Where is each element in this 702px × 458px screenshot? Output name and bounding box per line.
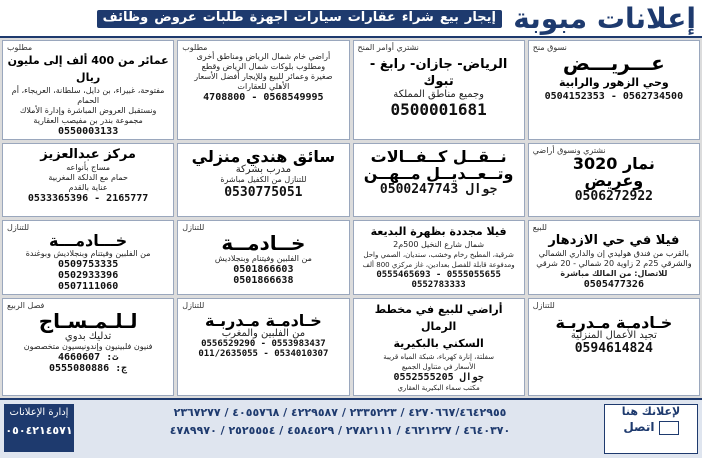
ad-headline: خـادمـة مـدربـة — [555, 313, 673, 332]
advertise-here-sub — [605, 419, 697, 435]
ad-phone: 0552555205 جوال — [393, 372, 484, 383]
ad-phone: 0556529290 - 0553983437 — [201, 339, 326, 349]
ad-line: ومطلوب بلوكات شمال الرياض وقطع — [201, 62, 326, 71]
ad-tag: مطلوب — [182, 43, 208, 52]
ad-headline: عمائر من 400 ألف إلى مليون ريال — [7, 54, 169, 84]
ad-headline: نمار 3020 — [572, 154, 655, 173]
ad-line: شمال شارع النخيل 500م2 — [393, 240, 485, 249]
ad-line: حمام مع الدلكة المغربية — [48, 173, 128, 182]
ad-card[interactable] — [2, 40, 174, 140]
ad-line: الأسعار في متناول الجميع — [401, 363, 476, 371]
ad-phone: 0502933396 — [58, 270, 119, 281]
ad-line: السكني بالبكيرية — [393, 337, 484, 350]
ad-card[interactable] — [177, 40, 349, 140]
ad-card[interactable] — [353, 298, 525, 396]
ad-card[interactable] — [177, 298, 349, 396]
ad-line: وجميع مناطق المملكة — [393, 89, 485, 100]
ad-phone: 0501866603 — [233, 264, 294, 275]
ad-tag: مطلوب — [7, 43, 33, 52]
category-strip — [97, 10, 502, 28]
ad-phone: 0550003133 — [58, 126, 119, 137]
ad-line: ونستقبل العروض المباشرة وإدارة الأملاك — [19, 106, 157, 115]
ad-phone: 0555465693 - 0555055655 — [376, 270, 501, 280]
ad-tag: نشتري أوامر المنح — [357, 43, 419, 52]
ad-card[interactable] — [353, 220, 525, 295]
category-buy[interactable]: شراء — [401, 10, 434, 25]
ad-line: بالقرب من فندق هوليدي إن والداري الشمالي — [538, 249, 689, 258]
ads-management-box — [4, 404, 74, 452]
ad-tag: للتنازل — [182, 301, 205, 310]
ad-tag: فصل الربيع — [7, 301, 45, 310]
advertise-here-title: لإعلانك هنا — [621, 405, 681, 418]
ad-line: من الفلبين والمغرب — [221, 328, 306, 339]
category-cars[interactable]: سيارات — [293, 10, 342, 25]
ad-tag: للتنازل — [532, 301, 555, 310]
ad-tag: للتنازل — [7, 223, 30, 232]
category-jobs[interactable]: وظائف — [102, 10, 149, 25]
ad-line: وعريض — [584, 171, 644, 190]
ad-headline: خــادمــة — [221, 231, 306, 255]
ad-line: من الفلبين وفيتنام وبنجلاديش وبوغندة — [25, 249, 151, 258]
ad-phone: 0507111060 — [58, 281, 119, 292]
ad-phone: 0552783333 — [411, 280, 466, 290]
ad-line: مدرب بشركة — [235, 164, 292, 175]
ad-phone: ت: 4660607 — [58, 352, 119, 363]
ad-card[interactable] — [177, 143, 349, 217]
ad-line: مكتب سماء البكيرية العقاري — [397, 384, 480, 392]
ad-headline: أراضي للبيع في مخطط الرمال — [374, 303, 503, 333]
ad-phone: 0500001681 — [390, 100, 487, 119]
ad-tag: للبيع — [532, 223, 547, 232]
ad-headline: نــقــل كــفــالات — [370, 147, 507, 166]
page-title: إعلانات مبوبة — [513, 2, 696, 35]
ad-headline: فيلا في حي الازدهار — [548, 233, 680, 248]
ad-headline: فيلا مجددة بظهرة البديعة — [370, 225, 507, 238]
ads-grid — [2, 40, 700, 396]
footer-numbers-line: ٤٢٧٠٦٦٧/٤٦٤٢٩٥٥ / ٢٣٣٥٢٢٣ / ٤٢٢٩٥٨٧ / ٤٠٥٥٧٦٨ / ٢٣٦٧٢٧٧ — [173, 406, 507, 419]
header-banner — [0, 0, 702, 38]
ad-card[interactable] — [528, 143, 700, 217]
ad-line: من الفلبين وفيتنام وبنجلاديش — [214, 254, 312, 263]
ad-card[interactable] — [177, 220, 349, 295]
category-realestate[interactable]: عقارات — [347, 10, 396, 25]
ad-line: تجيد الأعمال المنزلية — [570, 330, 657, 341]
envelope-icon — [659, 421, 679, 435]
ad-line: شرقية، المطبخ رخام وخشب، سنديان، الصمي واحل — [363, 251, 514, 259]
ad-headline: سائق هندي منزلي — [191, 147, 336, 166]
ad-phone: 0509753335 — [58, 259, 119, 270]
ad-tag: للتنازل — [182, 223, 205, 232]
ad-headline: عـــريـــض — [562, 51, 665, 75]
category-devices[interactable]: أجهزة — [249, 10, 288, 25]
ad-line: ومدفوعة قابلة للفصل بعدادين، غاز مركزي 800 ألف — [362, 261, 515, 269]
ad-phone: 0505477326 — [583, 279, 644, 290]
ad-line: فنيون فلبينيون وإندونيسيون متخصصون — [23, 342, 153, 351]
ad-line: سفلتة، إنارة كهرباء، شبكة المياه قريبة — [383, 353, 494, 361]
ad-tag: نسوق منح — [532, 43, 567, 52]
ad-phone: 0501866638 — [233, 275, 294, 286]
ad-card[interactable] — [528, 40, 700, 140]
ad-phone: 0530775051 — [224, 185, 303, 200]
ad-phone: 0504152353 - 0562734500 — [544, 91, 684, 102]
ad-card[interactable] — [528, 298, 700, 396]
footer-phone-numbers — [80, 404, 600, 440]
ads-management-number: ٠٥٠٤٢١٤٥٧١ — [5, 424, 73, 437]
ad-line: مفتوحة، غبيراء، بن دايل، سلطانة، العريجاء، أم الحمام — [11, 86, 165, 105]
category-offers[interactable]: عروض — [154, 10, 197, 25]
ad-phone: 011/2635055 - 0534010307 — [198, 349, 329, 359]
ad-line: مجموعة بندر بن مفيصب العقارية — [33, 116, 143, 125]
category-requests[interactable]: طلبات — [202, 10, 244, 25]
ad-line: صغيرة وعمائر للبيع وللإيجار أفضل الأسعار — [194, 72, 333, 81]
ad-line: والشرقي 25م 2 زاوية 20 شمالي - 20 شرقي — [536, 259, 692, 268]
ad-line: أراضي خام شمال الرياض ومناطق أخرى — [196, 52, 331, 61]
ad-line: مساج بأنواعه — [66, 163, 111, 172]
ad-phone: 0506272922 — [574, 189, 654, 204]
ad-phone: 0533365396 - 2165777 — [27, 193, 149, 204]
ad-phone: 4708800 - 0568549995 — [203, 92, 324, 103]
ad-line: وحي الزهور والرابية — [558, 76, 669, 89]
category-rent[interactable]: إيجار — [464, 10, 496, 25]
ad-card[interactable] — [2, 220, 174, 295]
ads-management-title: إدارة الإعلانات — [9, 407, 69, 418]
ad-card[interactable] — [353, 143, 525, 217]
ad-line: للتنازل من الكفيل مباشرة — [220, 175, 307, 184]
ad-card[interactable] — [2, 298, 174, 396]
ad-tag: نشتري ونسوق أراضي — [532, 146, 606, 155]
ad-line: تدليك بدوي — [64, 331, 112, 342]
ad-card[interactable] — [353, 40, 525, 140]
ad-phone: 0594614824 — [574, 341, 654, 356]
footer-numbers-line: ٤٦٤٠٣٧٠ / ٤٦٢١٢٢٧ / ٢٧٨٢١١١ / ٤٥٨٤٥٢٩ / ٢٥٢٥٥٥٤ / ٤٧٨٩٩٧٠ — [169, 424, 511, 437]
ad-headline: خـــادمـــة — [49, 231, 128, 250]
contact-label: اتصل — [623, 420, 655, 434]
ad-card[interactable] — [528, 220, 700, 295]
ad-line: الأهلي للعقارات — [237, 82, 290, 91]
ad-headline: لـلـمـسـاج — [38, 309, 138, 333]
ad-headline: خـادمـة مـدربـة — [204, 311, 322, 330]
ad-line: وتــعــديــل مــهــن — [363, 164, 514, 183]
ad-headline: الرياض- جازان- رابغ - تبوك — [369, 57, 508, 89]
ad-line: للاتصال: من المالك مباشرة — [560, 269, 668, 278]
footer-bar — [0, 398, 702, 458]
advertise-here-box[interactable] — [604, 404, 698, 454]
ad-card[interactable] — [2, 143, 174, 217]
ad-phone: ج: 0555080886 — [48, 363, 128, 374]
ad-headline: مركز عبدالعزيز — [40, 147, 136, 162]
ad-phone: 0500247743 جوال — [379, 182, 498, 197]
ad-line: عناية بالقدم — [68, 183, 108, 192]
category-sell[interactable]: بيع — [439, 10, 459, 25]
